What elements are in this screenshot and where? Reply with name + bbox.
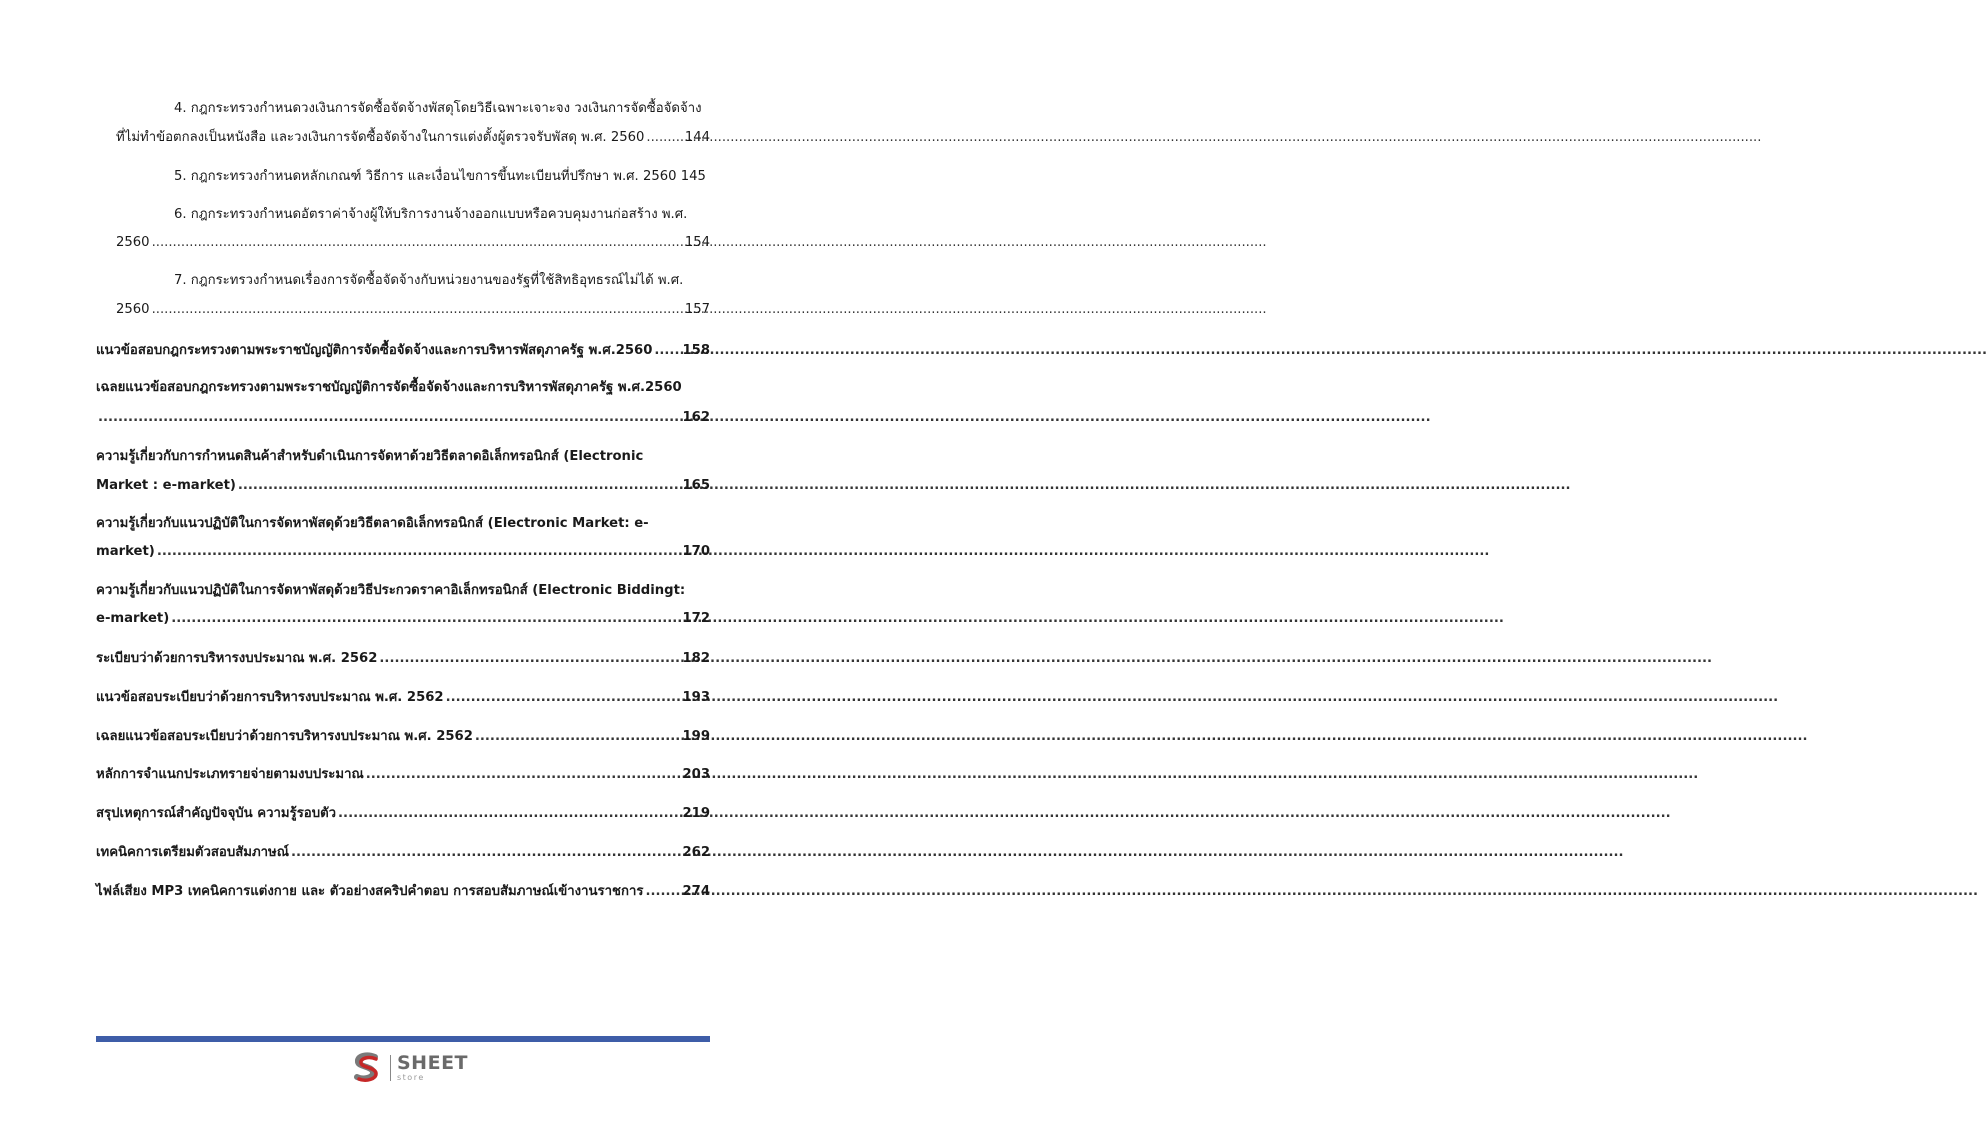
toc-entry [96,447,710,467]
toc-entry [96,581,710,601]
leader-dots [338,804,680,824]
leader-dots [645,882,680,902]
toc-page-number: 193 [682,690,710,705]
sheet-store-logo [350,1050,468,1086]
leader-dots [171,609,680,629]
toc-page-number: 172 [682,611,710,626]
toc-page-number: 274 [682,884,710,899]
toc-page-number: 262 [682,845,710,860]
toc-entry [174,271,710,291]
logo-wordmark [397,1054,468,1082]
toc-entry [96,341,710,361]
toc-page-number: 158 [682,343,710,358]
leader-dots [379,649,680,669]
toc-entry-title: 6. กฎกระทรวงกำหนดอัตราค่าจ้างผู้ให้บริการงานจ้างออกแบบหรือควบคุมงานก่อสร้าง พ.ศ. [174,207,688,222]
toc-page-number: 203 [682,767,710,782]
leader-dots [157,542,681,562]
logo-divider [390,1055,391,1081]
leader-dots [646,128,682,148]
toc-entry-title: 2560 [116,302,150,317]
toc-entry-title: แนวข้อสอบกฎกระทรวงตามพระราชบัญญัติการจัดซื้อจัดจ้างและการบริหารพัสดุภาครัฐ พ.ศ.2560 [96,343,653,358]
toc-entry [96,688,710,708]
toc-entry-title: ความรู้เกี่ยวกับการกำหนดสินค้าสำหรับดำเนินการจัดหาด้วยวิธีตลาดอิเล็กทรอนิกส์ (Electronic [96,449,644,464]
toc-entry [96,727,710,747]
leader-dots [475,727,681,747]
toc-entry [116,300,710,320]
toc-page-number: 182 [682,651,710,666]
toc-entry-title: ที่ไม่ทำข้อตกลงเป็นหนังสือ และวงเงินการจัดซื้อจัดจ้างในการแต่งตั้งผู้ตรวจรับพัสดุ พ.ศ. 2560 [116,130,645,145]
toc-entry [96,514,710,534]
toc-entry-title: เฉลยแนวข้อสอบกฎกระทรวงตามพระราชบัญญัติการจัดซื้อจัดจ้างและการบริหารพัสดุภาครัฐ พ.ศ.2560 [96,380,682,395]
toc-entry [116,128,710,148]
toc-entry-title: ความรู้เกี่ยวกับแนวปฏิบัติในการจัดหาพัสดุด้วยวิธีประกวดราคาอิเล็กทรอนิกส์ (Electronic Biddingt: [96,583,686,598]
toc-entry [96,649,710,669]
toc-entry [174,99,710,119]
toc-page-number: 199 [682,729,710,744]
toc-entry-title: ความรู้เกี่ยวกับแนวปฏิบัติในการจัดหาพัสดุด้วยวิธีตลาดอิเล็กทรอนิกส์ (Electronic Market: e- [96,516,649,531]
toc-page-number: 162 [682,410,710,425]
toc-entry [96,882,710,902]
toc-entry [96,476,710,496]
toc-page-number: 170 [682,544,710,559]
leader-dots [654,341,680,361]
toc-entry-title: สรุปเหตุการณ์สำคัญปัจจุบัน ความรู้รอบตัว [96,806,337,821]
toc-entry [96,408,710,428]
logo-s-icon [350,1051,384,1085]
toc-entry [96,378,710,398]
footer-rule [96,1036,710,1042]
toc-entry-title: แนวข้อสอบระเบียบว่าด้วยการบริหารงบประมาณ พ.ศ. 2562 [96,690,444,705]
toc-page-number: 144 [684,130,710,145]
toc-entry-title: Market : e-market) [96,478,236,493]
leader-dots [238,476,681,496]
toc-entry [96,542,710,562]
leader-dots [98,408,680,428]
toc-entry [96,609,710,629]
toc-entry-title: market) [96,544,155,559]
toc-page-number: 157 [684,302,710,317]
logo-subtext: store [397,1073,425,1082]
toc-entry [116,233,710,253]
leader-dots [446,688,681,708]
toc-entry-title: 5. กฎกระทรวงกำหนดหลักเกณฑ์ วิธีการ และเงื่อนไขการขึ้นทะเบียนที่ปรึกษา พ.ศ. 2560 145 [174,169,706,184]
toc-entry-title: เทคนิคการเตรียมตัวสอบสัมภาษณ์ [96,845,289,860]
toc-entry [96,804,710,824]
toc-entry-title: 7. กฎกระทรวงกำหนดเรื่องการจัดซื้อจัดจ้างกับหน่วยงานของรัฐที่ใช้สิทธิอุทธรณ์ไม่ได้ พ.ศ. [174,273,684,288]
toc-entry-title: 4. กฎกระทรวงกำหนดวงเงินการจัดซื้อจัดจ้างพัสดุโดยวิธีเฉพาะเจาะจง วงเงินการจัดซื้อจัดจ้าง [174,101,702,116]
table-of-contents [0,0,800,1132]
toc-entry [96,765,710,785]
toc-entry-title: 2560 [116,235,150,250]
leader-dots [291,843,680,863]
toc-entry-title: เฉลยแนวข้อสอบระเบียบว่าด้วยการบริหารงบประมาณ พ.ศ. 2562 [96,729,473,744]
toc-page-number: 165 [682,478,710,493]
toc-entry-title: e-market) [96,611,170,626]
toc-entry [174,167,710,187]
leader-dots [366,765,681,785]
toc-entry-title: ระเบียบว่าด้วยการบริหารงบประมาณ พ.ศ. 2562 [96,651,378,666]
toc-entry-title: ไฟล์เสียง MP3 เทคนิคการแต่งกาย และ ตัวอย่างสคริปคำตอบ การสอบสัมภาษณ์เข้างานราชการ [96,884,644,899]
toc-page-number: 154 [684,235,710,250]
leader-dots [152,300,683,320]
toc-page-number: 219 [682,806,710,821]
toc-entry-title: หลักการจำแนกประเภทรายจ่ายตามงบประมาณ [96,767,364,782]
leader-dots [152,233,683,253]
toc-entry [174,205,710,225]
logo-word: SHEET [397,1052,469,1074]
toc-entry [96,843,710,863]
